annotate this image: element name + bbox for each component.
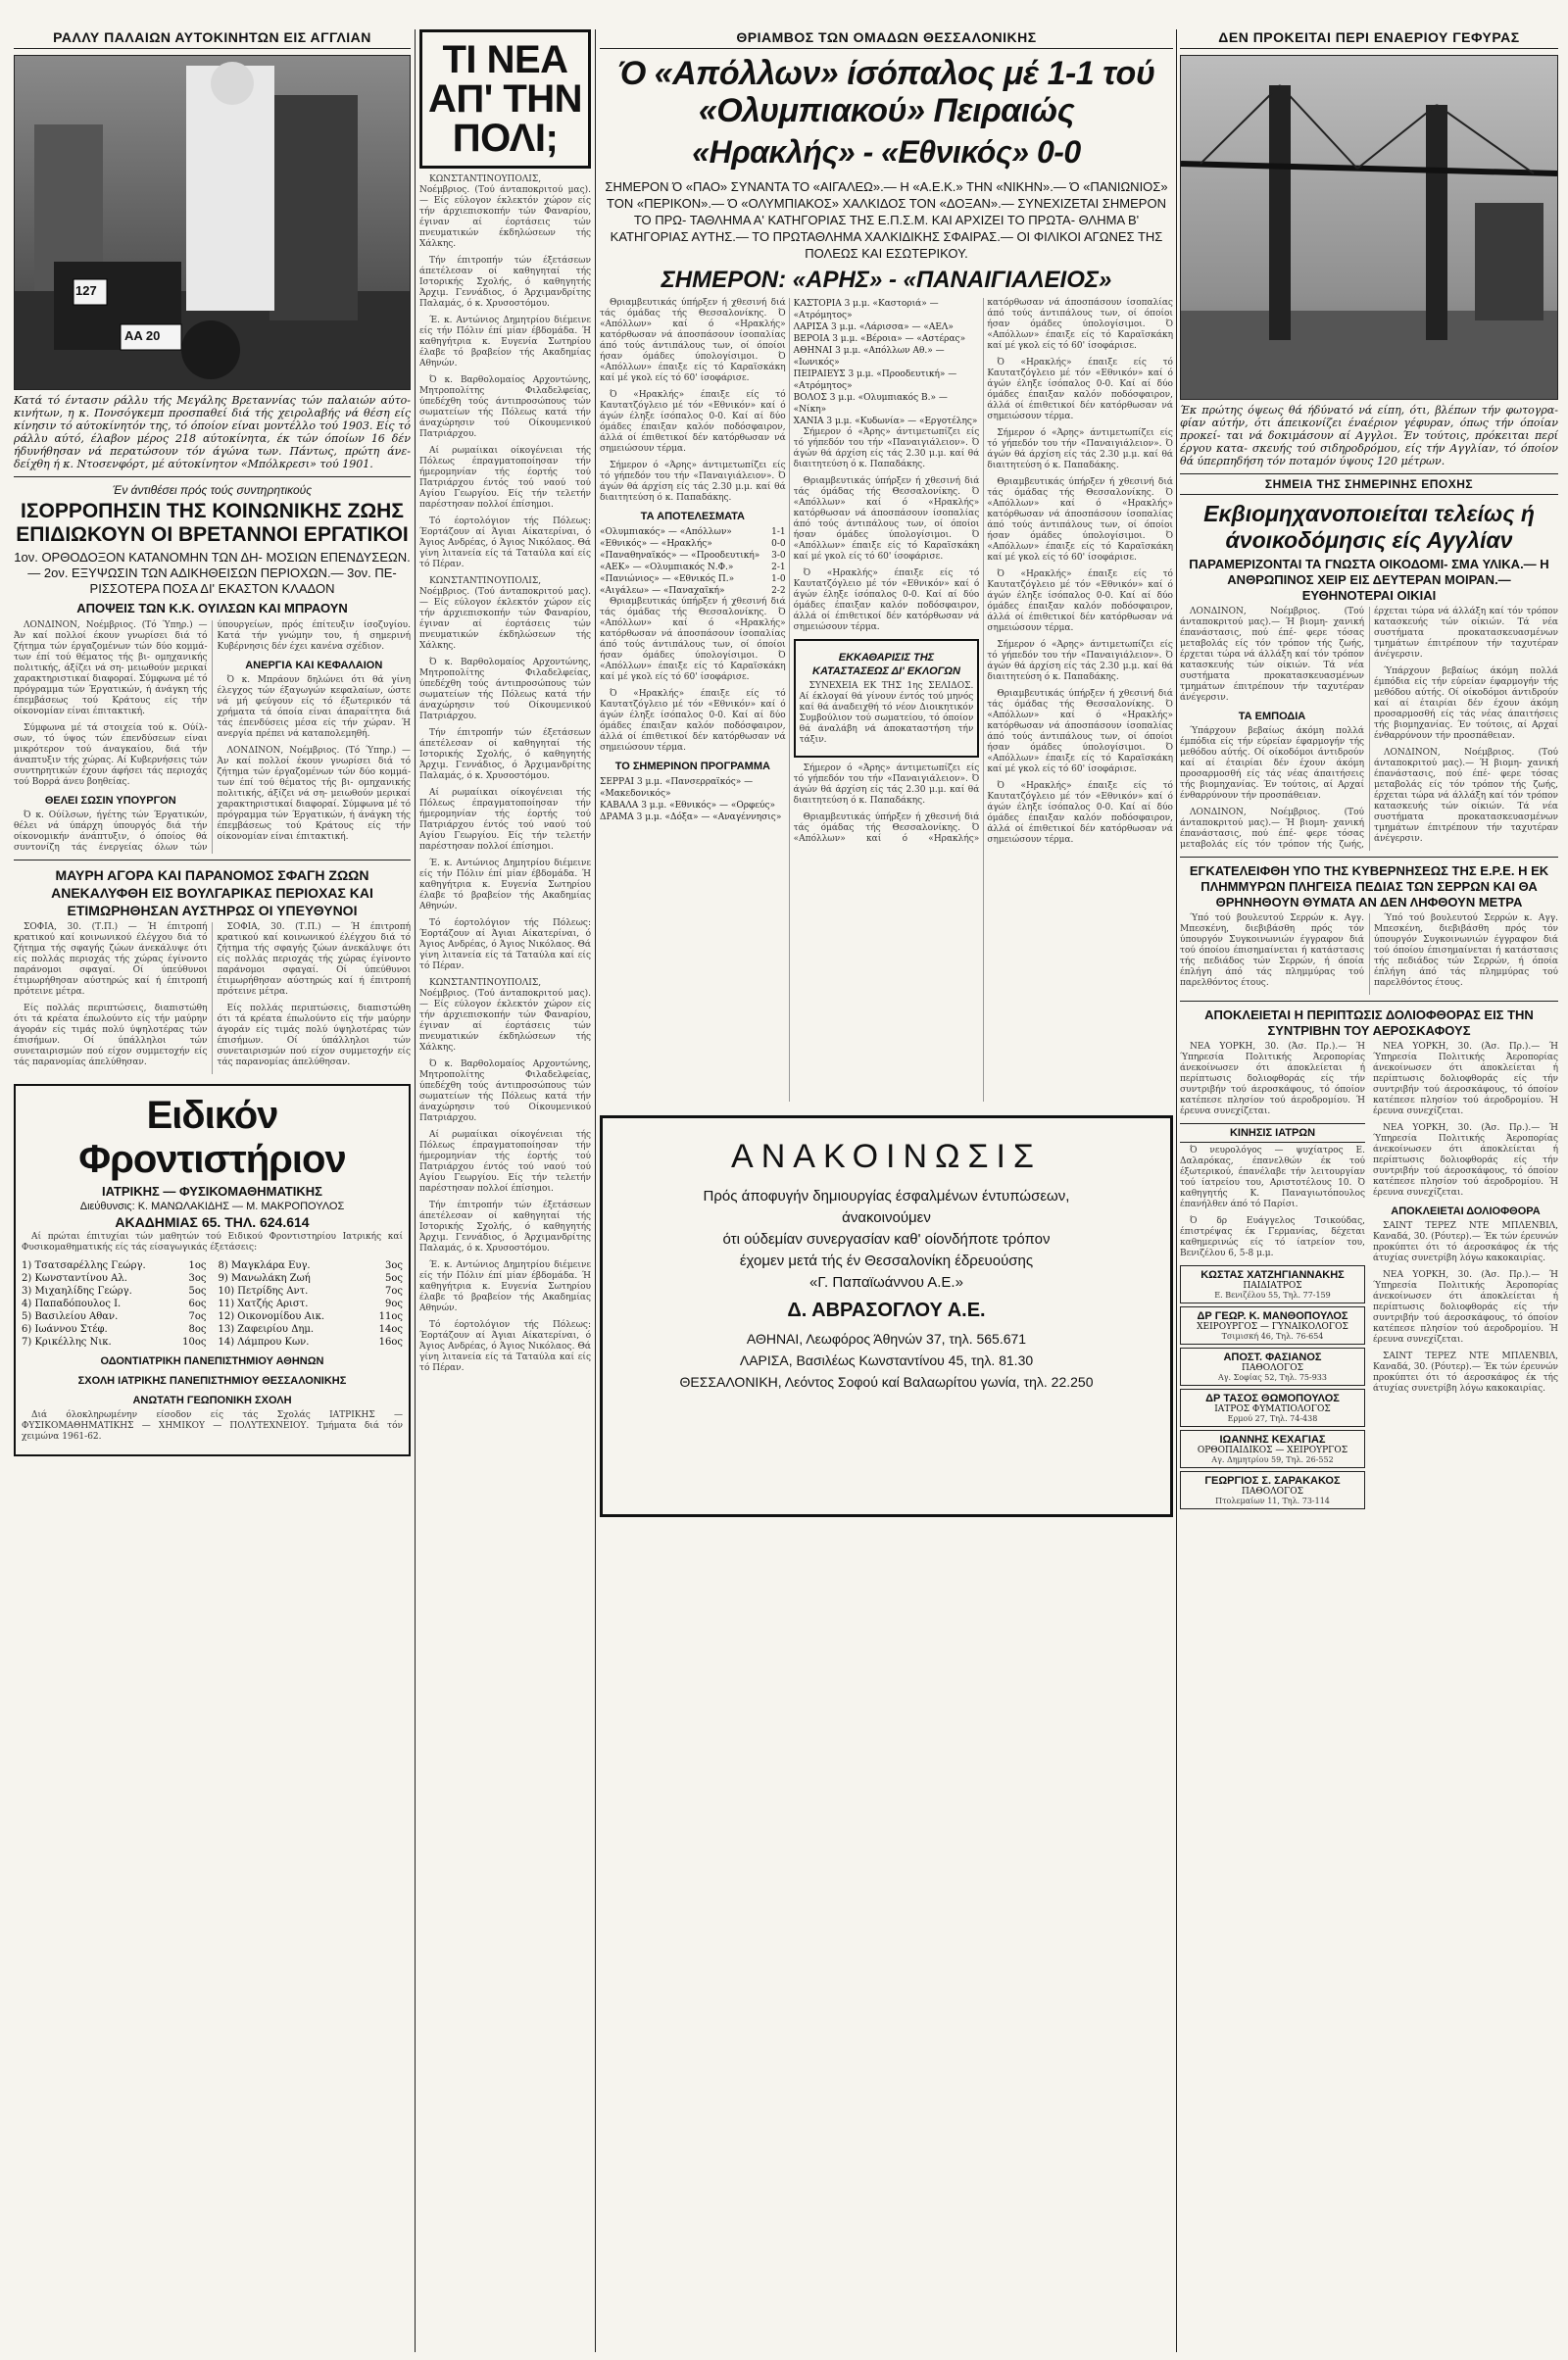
- news-column: [1373, 1042, 1558, 1512]
- result-score: 1-1: [771, 527, 786, 537]
- student-rank: 9ος: [385, 1299, 403, 1309]
- doctor-address: Αγ. Δημητρίου 59, Τηλ. 26-552: [1211, 1455, 1334, 1464]
- paragraph: ΛΟΝΔΙΝΟΝ, Νοέμβριος. (Τό Ύπηρ.) — Άν καί πολλοί έκουν γνωρίσει διά τό ζήτημα τών έργαζομένων τών δύο κομμά- των έπί τού θέματος τής βι- ομηχανικής πολιτικής, άξίζει νά ση- μειωθούν μερικαί χαρακτηριστικαί διαφοραί. Σύμφωνα μέ τό πρόγραμμα τών Έργατικών, ή άνάγκη τής έπεμβάσεως τού Κράτους είς τήν οίκονομίαν είναι έπιτακτική.: [14, 620, 208, 716]
- paragraph: Θριαμβευτικάς ύπήρξεν ή χθεσινή διά τάς όμάδας τής Θεσσαλονίκης. Ό «Απόλλων» καί ό «Ηρακλής» κατόρθωσαν νά άποσπάσουν ίσοπαλίας άπό τούς άντιπάλους των, οί όποίοι ήσαν όμάδες ύπολογίσιμοι. Ό «Απόλλων» έπαιξε είς τό Καραϊσκάκη καί μέ γκολ είς τό 60' ίσοφάρισε.: [793, 298, 1173, 844]
- ad-line: ότι ούδεμίαν συνεργασίαν καθ' οίονδήποτε τρόπον: [722, 1231, 1051, 1248]
- paragraph: Έ. κ. Αντώνιος Δημητρίου διέμεινε είς τήν Πόλιν έπί μίαν έβδομάδα. Ή καθηγήτρια κ. Ευγενία Σωτηρίου έλαβε τό βραβείον τής Ακαδημίας Αθηνών.: [419, 1260, 591, 1313]
- ad-line: άνακοινούμεν: [842, 1209, 931, 1226]
- column-1: [14, 29, 411, 1462]
- paragraph: Ό δρ Ευάγγελος Τσικούδας, έπιστρέψας έκ Γερμανίας, δέχεται καθημερινώς είς τό ίατρείον του, Βενιζέλου 6, 5-8 μ.μ.: [1180, 1216, 1365, 1258]
- headline: ΕΓΚΑΤΕΛΕΙΦΘΗ ΥΠΟ ΤΗΣ ΚΥΒΕΡΝΗΣΕΩΣ ΤΗΣ Ε.Ρ.Ε. Η ΕΚ ΠΛΗΜΜΥΡΩΝ ΠΛΗΓΕΙΣΑ ΠΕΔΙΑΣ ΤΩΝ ΣΕΡΡΩΝ ΚΑΙ ΘΑ ΘΡΗΝΗΘΟΥΝ ΘΥΜΑΤΑ ΑΝ ΔΕΝ ΛΗΦΘΟΥΝ ΜΕΤΡΑ: [1189, 863, 1549, 910]
- program-item: ΔΡΑΜΑ 3 μ.μ. «Δόξα» — «Αναγέννησις»: [600, 812, 782, 822]
- ad-footer: Διά όλοκληρωμένην είσοδον είς τάς Σχολάς ΙΑΤΡΙΚΗΣ — ΦΥΣΙΚΟΜΑΘΗΜΑΤΙΚΗΣ — ΧΗΜΙΚΟΥ — ΠΟΛΥΤΕΧΝΕΙΟΥ. Τμήματα διά τόν χειμώνα 1961-62.: [22, 1410, 403, 1442]
- column-title: ΤΙ ΝΕΑ ΑΠ' ΤΗΝ ΠΟΛΙ;: [427, 38, 583, 160]
- paragraph: Σήμερον ό «Άρης» άντιμετωπίζει είς τό γήπεδόν του τήν «Παναιγιάλειον». Ό άγών θά άρχίση είς τάς 2.30 μ.μ. καί θά διαιτητεύση ό κ. Παπαδάκης.: [600, 461, 786, 503]
- doctor-name: ΔΡ ΓΕΩΡ. Κ. ΜΑΝΘΟΠΟΥΛΟΣ: [1197, 1310, 1348, 1322]
- student-rank: 5ος: [188, 1286, 207, 1297]
- paragraph: ΝΕΑ ΥΟΡΚΗ, 30. (Άσ. Πρ.).— Ή Ύπηρεσία Πολιτικής Άεροπορίας άνεκοίνωσεν ότι άποκλείεται ή περίπτωσις δολιοφθοράς είς τήν συντριβήν τού άεροσκάφους, τό όποίον κατέπεσε πλησίον τού άεροδρομίου. Ή έρευνα συνεχίζεται.: [1180, 1042, 1365, 1116]
- ad-address: ΑΘΗΝΑΙ, Λεωφόρος Άθηνών 37, τηλ. 565.671: [746, 1331, 1027, 1347]
- ad-school: ΑΝΩΤΑΤΗ ΓΕΩΠΟΝΙΚΗ ΣΧΟΛΗ: [132, 1395, 292, 1406]
- result-match: «Παναθηναϊκός» — «Προοδευτική»: [600, 551, 760, 561]
- doctor-specialty: ΙΑΤΡΟΣ ΦΥΜΑΤΙΟΛΟΓΟΣ: [1214, 1404, 1331, 1414]
- column-4: [1180, 29, 1558, 1512]
- paragraph: Σύμφωνα μέ τά στοιχεία τού κ. Ούίλ- σων, τό ύψος τών έπενδύσεων είναι μικρότερον τού άναγκαίου, διά τήν άναπτυξιν τής χώρας. Αί Κυβερνήσεις τών συντηρητικών έχουν άφήσει τάς περιοχάς τού Βορρά άνευ βοηθείας.: [14, 723, 208, 787]
- doctor-address: Αγ. Σοφίας 52, Τηλ. 75-933: [1218, 1373, 1327, 1382]
- ad-result-row: [219, 1336, 404, 1349]
- ad-line: «Γ. Παπαϊωάννου Α.Ε.»: [809, 1274, 963, 1291]
- doctor-specialty: ΟΡΘΟΠΑΙΔΙΚΟΣ — ΧΕΙΡΟΥΡΓΟΣ: [1197, 1446, 1348, 1455]
- doctor-card: [1180, 1471, 1365, 1509]
- section-heading: ΤΟ ΣΗΜΕΡΙΝΟΝ ΠΡΟΓΡΑΜΜΑ: [614, 761, 770, 772]
- paragraph: ΣΑΙΝΤ ΤΕΡΕΖ ΝΤΕ ΜΠΛΕΝΒΙΛ, Καναδά, 30. (Ρόυτερ).— Έκ τών έρευνών προκύπτει ότι τό άεροσκάφος έκ τής άτυχίας συνετρίβη λόγω κακοκαιρίας.: [1373, 1221, 1558, 1263]
- ad-result-row: [219, 1285, 404, 1298]
- paragraph: ΛΟΝΔΙΝΟΝ, Νοέμβριος. (Τού άνταποκριτού μας).— Ή βιομη- χανική έπανάστασις, πού έπέ- φερε τόσας μεταβολάς είς τόν τρόπον τής ζωής, έρχεται τώρα νά άλλάξη καί τόν τρόπον κατασκευής τών οίκιών. Τά νέα συστήματα προκατασκευασμένων τμημάτων έπιτρέπουν τήν ταχυτέραν άνέγερσιν.: [1180, 607, 1558, 850]
- article-body: [1180, 607, 1558, 851]
- paragraph: ΚΩΝΣΤΑΝΤΙΝΟΥΠΟΛΙΣ, Νοέμβριος. (Τού άνταποκριτού μας).— Είς εύλογον έκλεκτόν χώρον είς τήν άρχιεπισκοπήν τών Φαναρίου, έγιναν αί έορτάσεις τών πνευματικών έκδηλώσεων τής Χάλκης.: [419, 174, 591, 249]
- paragraph: Θριαμβευτικάς ύπήρξεν ή χθεσινή διά τάς όμάδας τής Θεσσαλονίκης. Ό «Απόλλων» καί ό «Ηρακλής» κατόρθωσαν νά άποσπάσουν ίσοπαλίας άπό τούς άντιπάλους των, οί όποίοι ήσαν όμάδες ύπολογίσιμοι. Ό «Απόλλων» έπαιξε είς τό Καραϊσκάκη καί μέ γκολ είς τό 60' ίσοφάρισε.: [600, 298, 786, 383]
- result-match: «Ολυμπιακός» — «Απόλλων»: [600, 527, 732, 537]
- student-rank: 8ος: [188, 1324, 207, 1335]
- ad-results-left: [22, 1259, 207, 1349]
- ad-result-row: [22, 1310, 207, 1323]
- ad-results: [22, 1259, 403, 1349]
- doctors-list: [1180, 1265, 1365, 1509]
- doctor-card: [1180, 1430, 1365, 1468]
- column-2: [419, 29, 591, 1380]
- paragraph: Ύπό τού βουλευτού Σερρών κ. Αγγ. Μπεσκένη, διεβιβάσθη πρός τόν ύπουργόν Συγκοινωνιών έγγραφον διά τού όποίου έπισημαίνεται ή κατάστασις τής πεδιάδος τών Σερρών, ή όποία έπλήγη άπό τάς πλημμύρας τού παρελθόντος έτους.: [1180, 913, 1364, 988]
- doctor-name: ΑΠΟΣΤ. ΦΑΣΙΑΝΟΣ: [1223, 1352, 1322, 1363]
- ad-result-row: [22, 1323, 207, 1336]
- sidebox: [794, 639, 980, 758]
- paragraph: ΣΥΝΕΧΕΙΑ ΕΚ ΤΗΣ 1ης ΣΕΛΙΔΟΣ. Αί έκλογαί θά γίνουν έντός τού μηνός καί θά άναδειχθή τό νέον Διοικητικόν Συμβούλιον τού σωματείου, τό όποίον θά άναλάβη νά άποκαταστήση τήν τάξιν.: [799, 681, 974, 745]
- paragraph: Είς πολλάς περιπτώσεις, διαπιστώθη ότι τά κρέατα έπωλούντο είς τήν μαύρην άγοράν είς τιμάς πολύ ύψηλοτέρας τών έπισήμων. Οί ύπάλληλοι τών συνεταιρισμών πού είχον συμμετοχήν είς τάς παρανομίας άπελύθησαν.: [14, 1004, 208, 1067]
- result-row: [600, 573, 786, 585]
- student-rank: 3ος: [385, 1260, 403, 1271]
- doctor-specialty: ΧΕΙΡΟΥΡΓΟΣ — ΓΥΝΑΙΚΟΛΟΓΟΣ: [1197, 1322, 1348, 1332]
- doctor-card: [1180, 1265, 1365, 1303]
- ad-school: ΣΧΟΛΗ ΙΑΤΡΙΚΗΣ ΠΑΝΕΠΙΣΤΗΜΙΟΥ ΘΕΣΣΑΛΟΝΙΚΗΣ: [77, 1375, 347, 1387]
- program-item: ΛΑΡΙΣΑ 3 μ.μ. «Λάρισσα» — «ΑΕΛ»: [793, 322, 954, 332]
- column-divider: [595, 29, 596, 2352]
- student-rank: 14ος: [378, 1324, 403, 1335]
- paragraph: Ό κ. Βαρθολομαίος Αρχοντώνης, Μητροπολίτης Φιλαδελφείας, ύπεδέχθη τούς άντιπροσώπους τών σωματείων τής Πόλεως κατά τήν άναχώρησιν τού Οίκουμενικού Πατριάρχου.: [419, 1059, 591, 1123]
- result-match: «Αιγάλεω» — «Παναχαϊκή»: [600, 586, 725, 596]
- paragraph: Θριαμβευτικάς ύπήρξεν ή χθεσινή διά τάς όμάδας τής Θεσσαλονίκης. Ό «Απόλλων» καί ό «Ηρακλής» κατόρθωσαν νά άποσπάσουν ίσοπαλίας άπό τούς άντιπάλους των, οί όποίοι ήσαν όμάδες ύπολογίσιμοι. Ό «Απόλλων» έπαιξε είς τό Καραϊσκάκη καί μέ γκολ είς τό 60' ίσοφάρισε.: [987, 689, 1173, 774]
- ad-line: έχομεν μετά τής έν Θεσσαλονίκη έδρευούσης: [739, 1253, 1034, 1269]
- student-rank: 6ος: [188, 1299, 207, 1309]
- doctor-specialty: ΠΑΘΟΛΟΓΟΣ: [1242, 1487, 1303, 1497]
- student-name: 6) Ιωάννου Στέφ.: [22, 1324, 108, 1335]
- ti-nea-box: [419, 29, 591, 169]
- ad-address: ΛΑΡΙΣΑ, Βασιλέως Κωνσταντίνου 45, τηλ. 81.30: [739, 1352, 1034, 1368]
- ad-result-row: [219, 1259, 404, 1272]
- article-body: [1180, 913, 1558, 995]
- paragraph: Ό κ. Ούίλσων, ήγέτης τών Έργατικών, θέλει νά ύπάρχη ύπουργός διά τήν οίκονομικήν άνάπτυξιν, ό όποίος θά συντονίζη τάς ένεργείας όλων τών ύπουργείων, πρός έπίτευξιν ίσοζυγίου. Κατά τήν γνώμην του, ή σημερινή Κυβέρνησις δέν έχει κανένα σχέδιον.: [14, 620, 411, 853]
- program-item: ΚΑΣΤΟΡΙΑ 3 μ.μ. «Καστοριά» — «Ατρόμητος»: [793, 299, 939, 320]
- article-kicker: ΣΗΜΕΙΑ ΤΗΣ ΣΗΜΕΡΙΝΗΣ ΕΠΟΧΗΣ: [1180, 473, 1558, 495]
- paragraph: Αί ρωμαίικαι οίκογένειαι τής Πόλεως έπραγματοποίησαν τήν ήμερομηνίαν τής έορτής τού Πατριάρχου έντός τού ναού τού Αγίου Γεωργίου. Είς τήν τελετήν παρέστησαν πολλοί έπίσημοι.: [419, 446, 591, 510]
- paragraph: ΛΟΝΔΙΝΟΝ, Νοέμβριος. (Τού άνταποκριτού μας).— Ή βιομη- χανική έπανάστασις, πού έπέ- φερε τόσας μεταβολάς είς τόν τρόπον τής ζωής, έρχεται τώρα νά άλλάξη καί τόν τρόπον κατασκευής τών οίκιών. Τά νέα συστήματα προκατασκευασμένων τμημάτων έπιτρέπουν τήν ταχυτέραν άνέγερσιν.: [1374, 748, 1558, 844]
- ad-result-row: [219, 1310, 404, 1323]
- plate-number: 127: [75, 283, 97, 298]
- paragraph: ΝΕΑ ΥΟΡΚΗ, 30. (Άσ. Πρ.).— Ή Ύπηρεσία Πολιτικής Άεροπορίας άνεκοίνωσεν ότι άποκλείεται ή περίπτωσις δολιοφθοράς είς τήν συντριβήν τού άεροσκάφους, τό όποίον κατέπεσε πλησίον τού άεροδρομίου. Ή έρευνα συνεχίζεται.: [1373, 1270, 1558, 1345]
- section-heading: ΑΠΟΚΛΕΙΕΤΑΙ ΔΟΛΙΟΦΘΟΡΑ: [1391, 1205, 1541, 1217]
- student-name: 1) Τσατσαρέλλης Γεώργ.: [22, 1260, 146, 1271]
- section-heading: ΑΝΕΡΓΙΑ ΚΑΙ ΚΕΦΑΛΑΙΟΝ: [245, 660, 383, 671]
- program-item: ΑΘΗΝΑΙ 3 μ.μ. «Απόλλων Αθ.» — «Ιωνικός»: [793, 346, 945, 368]
- doctor-card: [1180, 1348, 1365, 1386]
- ad-title: Ειδικόν Φροντιστήριον: [78, 1094, 346, 1181]
- doctor-name: ΓΕΩΡΓΙΟΣ Σ. ΣΑΡΑΚΑΚΟΣ: [1204, 1475, 1341, 1487]
- doctor-name: ΔΡ ΤΑΣΟΣ ΘΩΜΟΠΟΥΛΟΣ: [1205, 1393, 1340, 1404]
- program-item: ΧΑΝΙΑ 3 μ.μ. «Κυδωνία» — «Εργοτέλης»: [793, 417, 978, 426]
- paragraph: Ό κ. Βαρθολομαίος Αρχοντώνης, Μητροπολίτης Φιλαδελφείας, ύπεδέχθη τούς άντιπροσώπους τών σωματείων τής Πόλεως κατά τήν άναχώρησιν τού Οίκουμενικού Πατριάρχου.: [419, 375, 591, 439]
- sports-article-body: [600, 298, 1173, 1102]
- paragraph: Θριαμβευτικάς ύπήρξεν ή χθεσινή διά τάς όμάδας τής Θεσσαλονίκης. Ό «Απόλλων» καί ό «Ηρακλής» κατόρθωσαν νά άποσπάσουν ίσοπαλίας άπό τούς άντιπάλους των, οί όποίοι ήσαν όμάδες ύπολογίσιμοι. Ό «Απόλλων» έπαιξε είς τό Καραϊσκάκη καί μέ γκολ είς τό 60' ίσοφάρισε.: [600, 597, 786, 682]
- ad-line: Πρός άποφυγήν δημιουργίας έσφαλμένων έντυπώσεων,: [703, 1188, 1070, 1205]
- student-name: 4) Παπαδόπουλος Ι.: [22, 1299, 122, 1309]
- paragraph: Έ. κ. Αντώνιος Δημητρίου διέμεινε είς τήν Πόλιν έπί μίαν έβδομάδα. Ή καθηγήτρια κ. Ευγενία Σωτηρίου έλαβε τό βραβείον τής Ακαδημίας Αθηνών.: [419, 316, 591, 369]
- photo-caption: Έκ πρώτης όψεως θά ήδύνατό νά είπη, ότι, βλέπων τήν φωτογρα- φίαν αύτήν, ότι άπεικονίζει έναέριον γέφυραν, όπως τήν όποίαν προκεί- ται νά δοκιμάσουν αί Αγγλοι. Έν τούτοις, πρόκειται περί έργου κατα- σκευής τού σιδηροδρόμου, είς τήν Αγγλίαν, τό όποίον θά ύπερπηδήση τόν ποταμόν ύψους 120 μέτρων.: [1180, 404, 1558, 467]
- ad-result-row: [219, 1323, 404, 1336]
- paragraph: Τήν έπιτροπήν τών έξετάσεων άπετέλεσαν οί καθηγηταί τής Ιστορικής Σχολής, ό καθηγητής Άρχιμ. Γεννάδιος, ό Άρχιμανδρίτης Παλαμάς, ό κ. Χρυσοστόμου.: [419, 1201, 591, 1254]
- headline: ΙΣΟΡΡΟΠΗΣΙΝ ΤΗΣ ΚΟΙΝΩΝΙΚΗΣ ΖΩΗΣ ΕΠΙΔΙΩΚΟΥΝ ΟΙ ΒΡΕΤΑΝΝΟΙ ΕΡΓΑΤΙΚΟΙ: [16, 500, 409, 546]
- result-score: 2-1: [771, 563, 786, 572]
- ad-directors: Διεύθυνσις: Κ. ΜΑΝΩΛΑΚΙΔΗΣ — Μ. ΜΑΚΡΟΠΟΥΛΟΣ: [79, 1201, 345, 1212]
- headline: ΑΠΟΚΛΕΙΕΤΑΙ Η ΠΕΡΙΠΤΩΣΙΣ ΔΟΛΙΟΦΘΟΡΑΣ ΕΙΣ ΤΗΝ ΣΥΝΤΡΙΒΗΝ ΤΟΥ ΑΕΡΟΣΚΑΦΟΥΣ: [1204, 1008, 1534, 1038]
- paragraph: Ό «Ηρακλής» έπαιξε είς τό Καυτατζόγλειο μέ τόν «Εθνικόν» καί ό άγών έληξε ίσόπαλος 0-0. Καί αί δύο όμάδες έπαιξαν καλόν ποδόσφαιρον, άλλά οί έπιθετικοί δέν κατόρθωσαν νά σημειώσουν τέρμα.: [600, 390, 786, 454]
- column-3: [600, 29, 1173, 1523]
- doctor-specialty: ΠΑΘΟΛΟΓΟΣ: [1242, 1363, 1303, 1373]
- ad-address: ΑΚΑΔΗΜΙΑΣ 65. ΤΗΛ. 624.614: [115, 1214, 310, 1230]
- frontistirio-ad: [14, 1084, 411, 1456]
- ad-results-right: [219, 1259, 404, 1349]
- divider: [1180, 1001, 1558, 1002]
- ad-result-row: [219, 1298, 404, 1310]
- program-item: ΣΕΡΡΑΙ 3 μ.μ. «Πανσερραϊκός» — «Μακεδονικός»: [600, 777, 754, 799]
- student-rank: 3ος: [188, 1273, 207, 1284]
- paragraph: Τό έορτολόγιον τής Πόλεως: Έορτάζουν αί Άγιαι Αίκατερίναι, ό Άγιος Ανδρέας, ό Άγιος Νικόλαος. Θά γίνη λιτανεία είς τά Ταταύλα καί είς τό Πέραν.: [419, 516, 591, 569]
- paragraph: Τό έορτολόγιον τής Πόλεως: Έορτάζουν αί Άγιαι Αίκατερίναι, ό Άγιος Ανδρέας, ό Άγιος Νικόλαος. Θά γίνη λιτανεία είς τά Ταταύλα καί είς τό Πέραν.: [419, 918, 591, 971]
- doctor-card: [1180, 1389, 1365, 1427]
- paragraph: Σήμερον ό «Άρης» άντιμετωπίζει είς τό γήπεδόν του τήν «Παναιγιάλειον». Ό άγών θά άρχίση είς τάς 2.30 μ.μ. καί θά διαιτητεύση ό κ. Παπαδάκης.: [793, 763, 980, 806]
- paragraph: Ό νευρολόγος — ψυχίατρος Ε. Δαλαρόκας, έπανελθών έκ τού έξωτερικού, έπανέλαβε τήν λειτουργίαν τού ίατρείου του, Αριστοτέλους 10. Ό καθηγητής Κ. Παναγιωτόπουλος έπανήλθεν άπό τό Παρίσι.: [1180, 1146, 1365, 1209]
- ad-result-row: [22, 1298, 207, 1310]
- student-name: 13) Ζαφειρίου Δημ.: [218, 1324, 315, 1335]
- paragraph: Ό κ. Βαρθολομαίος Αρχοντώνης, Μητροπολίτης Φιλαδελφείας, ύπεδέχθη τούς άντιπροσώπους τών σωματείων τής Πόλεως κατά τήν άναχώρησιν τού Οίκουμενικού Πατριάρχου.: [419, 658, 591, 721]
- headline: ΣΗΜΕΡΟΝ: «ΑΡΗΣ» - «ΠΑΝΑΙΓΙΑΛΕΙΟΣ»: [661, 267, 1112, 293]
- paragraph: Αί ρωμαίικαι οίκογένειαι τής Πόλεως έπραγματοποίησαν τήν ήμερομηνίαν τής έορτής τού Πατριάρχου έντός τού ναού τού Αγίου Γεωργίου. Είς τήν τελετήν παρέστησαν πολλοί έπίσημοι.: [419, 788, 591, 852]
- paragraph: Σήμερον ό «Άρης» άντιμετωπίζει είς τό γήπεδόν του τήν «Παναιγιάλειον». Ό άγών θά άρχίση είς τάς 2.30 μ.μ. καί θά διαιτητεύση ό κ. Παπαδάκης.: [793, 427, 980, 469]
- results-list: [600, 526, 786, 597]
- student-rank: 7ος: [385, 1286, 403, 1297]
- result-row: [600, 550, 786, 562]
- section-heading: ΘΕΛΕΙ ΣΩΣΙΝ ΥΠΟΥΡΓΟΝ: [44, 795, 176, 807]
- ad-company: Δ. ΑΒΡΑΣΟΓΛΟΥ Α.Ε.: [787, 1300, 986, 1321]
- lower-section: [1180, 1042, 1558, 1512]
- student-name: 14) Λάμπρου Κων.: [218, 1337, 310, 1348]
- doctor-name: ΚΩΣΤΑΣ ΧΑΤΖΗΓΙΑΝΝΑΚΗΣ: [1200, 1269, 1345, 1281]
- paragraph: ΝΕΑ ΥΟΡΚΗ, 30. (Άσ. Πρ.).— Ή Ύπηρεσία Πολιτικής Άεροπορίας άνεκοίνωσεν ότι άποκλείεται ή περίπτωσις δολιοφθοράς είς τήν συντριβήν τού άεροσκάφους, τό όποίον κατέπεσε πλησίον τού άεροδρομίου. Ή έρευνα συνεχίζεται.: [1373, 1042, 1558, 1116]
- paragraph: Αί ρωμαίικαι οίκογένειαι τής Πόλεως έπραγματοποίησαν τήν ήμερομηνίαν τής έορτής τού Πατριάρχου έντός τού ναού τού Αγίου Γεωργίου. Είς τήν τελετήν παρέστησαν πολλοί έπίσημοι.: [419, 1130, 591, 1194]
- student-rank: 16ος: [378, 1337, 403, 1348]
- doctor-address: Ε. Βενιζέλου 55, Τηλ. 77-159: [1214, 1291, 1331, 1300]
- program-item: ΠΕΙΡΑΙΕΥΣ 3 μ.μ. «Προοδευτική» — «Ατρόμητος»: [793, 369, 957, 391]
- result-match: «ΑΕΚ» — «Ολυμπιακός Ν.Φ.»: [600, 563, 734, 572]
- doctor-specialty: ΠΑΙΔΙΑΤΡΟΣ: [1243, 1281, 1302, 1291]
- student-rank: 7ος: [188, 1311, 207, 1322]
- doctor-address: Τσιμισκή 46, Τηλ. 76-654: [1221, 1332, 1324, 1341]
- paragraph: ΛΟΝΔΙΝΟΝ, Νοέμβριος. (Τό Ύπηρ.) — Άν καί πολλοί έκουν γνωρίσει διά τό ζήτημα τών έργαζομένων τών δύο κομμά- των έπί τού θέματος τής βι- ομηχανικής πολιτικής, άξίζει νά ση- μειωθούν μερικαί χαρακτηριστικαί διαφοραί. Σύμφωνα μέ τό πρόγραμμα τών Έργατικών, ή άνάγκη τής έπεμβάσεως τού Κράτους είς τήν οίκονομίαν είναι έπιτακτική.: [217, 746, 411, 842]
- paragraph: Έ. κ. Αντώνιος Δημητρίου διέμεινε είς τήν Πόλιν έπί μίαν έβδομάδα. Ή καθηγήτρια κ. Ευγενία Σωτηρίου έλαβε τό βραβείον τής Ακαδημίας Αθηνών.: [419, 859, 591, 911]
- paragraph: Τήν έπιτροπήν τών έξετάσεων άπετέλεσαν οί καθηγηταί τής Ιστορικής Σχολής, ό καθηγητής Άρχιμ. Γεννάδιος, ό Άρχιμανδρίτης Παλαμάς, ό κ. Χρυσοστόμου.: [419, 728, 591, 781]
- student-rank: 5ος: [385, 1273, 403, 1284]
- paragraph: Είς πολλάς περιπτώσεις, διαπιστώθη ότι τά κρέατα έπωλούντο είς τήν μαύρην άγοράν είς τιμάς πολύ ύψηλοτέρας τών έπισήμων. Οί ύπάλληλοι τών συνεταιρισμών πού είχον συμμετοχήν είς τάς παρανομίας άπελύθησαν.: [217, 1004, 411, 1067]
- subheadline: ΠΑΡΑΜΕΡΙΖΟΝΤΑΙ ΤΑ ΓΝΩΣΤΑ ΟΙΚΟΔΟΜΙ- ΣΜΑ ΥΛΙΚΑ.— Η ΑΝΘΡΩΠΙΝΟΣ ΧΕΙΡ ΕΙΣ ΔΕΥΤΕΡΑΝ ΜΟΙΡΑΝ.— ΕΥΘΗΝΟΤΕΡΑΙ ΟΙΚΙΑΙ: [1189, 557, 1549, 603]
- section-heading: ΚΙΝΗΣΙΣ ΙΑΤΡΩΝ: [1180, 1123, 1365, 1143]
- rally-photo: [14, 55, 411, 390]
- paragraph: Ό κ. Μπράουν δηλώνει ότι θά γίνη έλεγχος τών έξαγωγών κεφαλαίων, ώστε νά μή φεύγουν είς τό έξωτερικόν τά χρήματα τά όποία είναι άπαραίτητα διά τάς έπενδύσεις μέσα είς τήν χώραν. Ή ανεργία πρέπει νά καταπολεμηθή.: [217, 675, 411, 739]
- student-name: 12) Οικονομίδου Αικ.: [218, 1311, 325, 1322]
- paragraph: Ύπό τού βουλευτού Σερρών κ. Αγγ. Μπεσκένη, διεβιβάσθη πρός τόν ύπουργόν Συγκοινωνιών έγγραφον διά τού όποίου έπισημαίνεται ή κατάστασις τής πεδιάδος τών Σερρών, ή όποία έπλήγη άπό τάς πλημμύρας τού παρελθόντος έτους.: [1374, 913, 1558, 988]
- result-score: 3-0: [771, 551, 786, 561]
- anakoinosis-ad: [600, 1115, 1173, 1517]
- student-name: 9) Μανωλάκη Ζωή: [218, 1273, 311, 1284]
- student-name: 3) Μιχαηλίδης Γεώργ.: [22, 1286, 132, 1297]
- paragraph: Ύπάρχουν βεβαίως άκόμη πολλά έμπόδια είς τήν εύρείαν έφαρμογήν τής μεθόδου αύτής. Οί οίκοδόμοι άντιδρούν καί αί έταιρίαι δέν έχουν άκόμη προσαρμοσθή είς τάς νέας άπαιτήσεις τής βιομηχανίας. Έν τούτοις, αί Αρχαί ένθαρρύνουν τήν προσπάθειαν.: [1180, 726, 1364, 801]
- headline: ΜΑΥΡΗ ΑΓΟΡΑ ΚΑΙ ΠΑΡΑΝΟΜΟΣ ΣΦΑΓΗ ΖΩΩΝ ΑΝΕΚΑΛΥΦΘΗ ΕΙΣ ΒΟΥΛΓΑΡΙΚΑΣ ΠΕΡΙΟΧΑΣ ΚΑΙ ΕΤΙΜΩΡΗΘΗΣΑΝ ΑΥΣΤΗΡΩΣ ΟΙ ΥΠΕΥΘΥΝΟΙ: [51, 867, 373, 918]
- ad-school: ΟΔΟΝΤΙΑΤΡΙΚΗ ΠΑΝΕΠΙΣΤΗΜΙΟΥ ΑΘΗΝΩΝ: [100, 1355, 324, 1367]
- program-item: ΒΕΡΟΙΑ 3 μ.μ. «Βέροια» — «Αστέρας»: [793, 334, 966, 344]
- paragraph: Ύπάρχουν βεβαίως άκόμη πολλά έμπόδια είς τήν εύρείαν έφαρμογήν τής μεθόδου αύτής. Οί οίκοδόμοι άντιδρούν καί αί έταιρίαι δέν έχουν άκόμη προσαρμοσθή είς τάς νέας άπαιτήσεις τής βιομηχανίας. Έν τούτοις, αί Αρχαί ένθαρρύνουν τήν προσπάθειαν.: [1374, 666, 1558, 741]
- paragraph: ΚΩΝΣΤΑΝΤΙΝΟΥΠΟΛΙΣ, Νοέμβριος. (Τού άνταποκριτού μας).— Είς εύλογον έκλεκτόν χώρον είς τήν άρχιεπισκοπήν τών Φαναρίου, έγιναν αί έορτάσεις τών πνευματικών έκδηλώσεων τής Χάλκης.: [419, 576, 591, 651]
- sidebox-title: ΕΚΚΑΘΑΡΙΣΙΣ ΤΗΣ ΚΑΤΑΣΤΑΣΕΩΣ ΔΙ' ΕΚΛΟΓΩΝ: [812, 652, 960, 677]
- paragraph: Σήμερον ό «Άρης» άντιμετωπίζει είς τό γήπεδόν του τήν «Παναιγιάλειον». Ό άγών θά άρχίση είς τάς 2.30 μ.μ. καί θά διαιτητεύση ό κ. Παπαδάκης.: [987, 428, 1173, 470]
- paragraph: Ό «Ηρακλής» έπαιξε είς τό Καυτατζόγλειο μέ τόν «Εθνικόν» καί ό άγών έληξε ίσόπαλος 0-0. Καί αί δύο όμάδες έπαιξαν καλόν ποδόσφαιρον, άλλά οί έπιθετικοί δέν κατόρθωσαν νά σημειώσουν τέρμα.: [987, 781, 1173, 845]
- doctor-card: [1180, 1306, 1365, 1345]
- paragraph: Ό «Ηρακλής» έπαιξε είς τό Καυτατζόγλειο μέ τόν «Εθνικόν» καί ό άγών έληξε ίσόπαλος 0-0. Καί αί δύο όμάδες έπαιξαν καλόν ποδόσφαιρον, άλλά οί έπιθετικοί δέν κατόρθωσαν νά σημειώσουν τέρμα.: [600, 689, 786, 753]
- result-row: [600, 562, 786, 573]
- divider: [1180, 857, 1558, 858]
- headline: Εκβιομηχανοποιείται τελείως ή άνοικοδόμησις είς Αγγλίαν: [1203, 501, 1535, 553]
- student-rank: 1ος: [188, 1260, 207, 1271]
- result-score: 0-0: [771, 539, 786, 549]
- paragraph: ΣΟΦΙΑ, 30. (Τ.Π.) — Ή έπιτροπή κρατικού καί κοινωνικού έλέγχου διά τό ζήτημα τής σφαγής ζώων άνεκάλυψε ότι είς πολλάς περιοχάς τής χώρας έγίνοντο παράνομοι σφαγαί. Οί ύπεύθυνοι έτιμωρήθησαν αύστηρώς καί ή έπιτροπή πρότεινε μέτρα.: [217, 922, 411, 997]
- student-name: 2) Κωνσταντίνου Αλ.: [22, 1273, 127, 1284]
- doctor-address: Πτολεμαίων 11, Τηλ. 73-114: [1215, 1497, 1330, 1505]
- student-name: 11) Χατζής Αριστ.: [218, 1299, 309, 1309]
- student-rank: 11ος: [378, 1311, 403, 1322]
- paragraph: Τήν έπιτροπήν τών έξετάσεων άπετέλεσαν οί καθηγηταί τής Ιστορικής Σχολής, ό καθηγητής Άρχιμ. Γεννάδιος, ό Άρχιμανδρίτης Παλαμάς, ό κ. Χρυσοστόμου.: [419, 256, 591, 309]
- photo-caption: Κατά τό έντασιν ράλλυ τής Μεγάλης Βρεταννίας τών παλαιών αύτο- κινήτων, η κ. Πονσόγκεμπ προσπαθεί διά τής χειρολαβής νά θέση είς κίνησιν τό αύτοκίνητόν της, τό όποίον είναι μοντέλλο τού 1903. Είς τό ράλλυ αύτό, έλαβον μέρος 218 αύτοκίνητα, έκ τών όποίων 16 δέν ήδυνήθησαν νά περατώσουν τόν άγώνα των. Πάντως, πρώτη άνε- δείχθη ή κ. Ντοσενφόρτ, μέ αύτοκίνητον «Μπόλκρεσι» τού 1901.: [14, 394, 411, 470]
- paragraph: ΣΟΦΙΑ, 30. (Τ.Π.) — Ή έπιτροπή κρατικού καί κοινωνικού έλέγχου διά τό ζήτημα τής σφαγής ζώων άνεκάλυψε ότι είς πολλάς περιοχάς τής χώρας έγίνοντο παράνομοι σφαγαί. Οί ύπεύθυνοι έτιμωρήθησαν αύστηρώς καί ή έπιτροπή πρότεινε μέτρα.: [14, 922, 208, 997]
- ad-result-row: [22, 1336, 207, 1349]
- article-body: [14, 922, 411, 1074]
- student-rank: 10ος: [182, 1337, 207, 1348]
- rally-photo-illustration: [15, 56, 410, 389]
- paragraph: Ό «Ηρακλής» έπαιξε είς τό Καυτατζόγλειο μέ τόν «Εθνικόν» καί ό άγών έληξε ίσόπαλος 0-0. Καί αί δύο όμάδες έπαιξαν καλόν ποδόσφαιρον, άλλά οί έπιθετικοί δέν κατόρθωσαν νά σημειώσουν τέρμα.: [987, 358, 1173, 421]
- article-kicker: ΘΡΙΑΜΒΟΣ ΤΩΝ ΟΜΑΔΩΝ ΘΕΣΣΑΛΟΝΙΚΗΣ: [600, 29, 1173, 49]
- paragraph: Τό έορτολόγιον τής Πόλεως: Έορτάζουν αί Άγιαι Αίκατερίναι, ό Άγιος Ανδρέας, ό Άγιος Νικόλαος. Θά γίνη λιτανεία είς τά Ταταύλα καί είς τό Πέραν.: [419, 1320, 591, 1373]
- paragraph: ΚΩΝΣΤΑΝΤΙΝΟΥΠΟΛΙΣ, Νοέμβριος. (Τού άνταποκριτού μας).— Είς εύλογον έκλεκτόν χώρον είς τήν άρχιεπισκοπήν τών Φαναρίου, έγιναν αί έορτάσεις τών πνευματικών έκδηλώσεων τής Χάλκης.: [419, 978, 591, 1053]
- column-divider: [415, 29, 416, 2352]
- subheadline: 1ον. ΟΡΘΟΔΟΞΟΝ ΚΑΤΑΝΟΜΗΝ ΤΩΝ ΔΗ- ΜΟΣΙΩΝ ΕΠΕΝΔΥΣΕΩΝ.— 2ον. ΕΞΥΨΩΣΙΝ ΤΩΝ ΑΔΙΚΗΘΕΙΣΩΝ ΠΕΡΙΟΧΩΝ.— 3ον. ΠΕ- ΡΙΣΣΟΤΕΡΑ ΠΟΣΑ ΔΙ' ΕΚΑΣΤΟΝ ΚΛΑΔΟΝ: [14, 550, 411, 596]
- article-kicker: ΔΕΝ ΠΡΟΚΕΙΤΑΙ ΠΕΡΙ ΕΝΑΕΡΙΟΥ ΓΕΦΥΡΑΣ: [1180, 29, 1558, 49]
- ad-result-row: [22, 1259, 207, 1272]
- article-kicker: ΡΑΛΛΥ ΠΑΛΑΙΩΝ ΑΥΤΟΚΙΝΗΤΩΝ ΕΙΣ ΑΓΓΛΙΑΝ: [14, 29, 411, 49]
- doctor-address: Ερμού 27, Τηλ. 74-438: [1227, 1414, 1318, 1423]
- result-score: 1-0: [771, 574, 786, 584]
- doctor-name: ΙΩΑΝΝΗΣ ΚΕΧΑΓΙΑΣ: [1219, 1434, 1326, 1446]
- ad-title: ΑΝΑΚΟΙΝΩΣΙΣ: [731, 1138, 1042, 1175]
- result-row: [600, 585, 786, 597]
- student-name: 5) Βασιλείου Αθαν.: [22, 1311, 119, 1322]
- result-row: [600, 526, 786, 538]
- student-name: 10) Πετρίδης Αντ.: [218, 1286, 309, 1297]
- paragraph: ΝΕΑ ΥΟΡΚΗ, 30. (Άσ. Πρ.).— Ή Ύπηρεσία Πολιτικής Άεροπορίας άνεκοίνωσεν ότι άποκλείεται ή περίπτωσις δολιοφθοράς είς τήν συντριβήν τού άεροσκάφους, τό όποίον κατέπεσε πλησίον τού άεροδρομίου. Ή έρευνα συνεχίζεται.: [1373, 1123, 1558, 1198]
- paragraph: Θριαμβευτικάς ύπήρξεν ή χθεσινή διά τάς όμάδας τής Θεσσαλονίκης. Ό «Απόλλων» καί ό «Ηρακλής» κατόρθωσαν νά άποσπάσουν ίσοπαλίας άπό τούς άντιπάλους των, οί όποίοι ήσαν όμάδες ύπολογίσιμοι. Ό «Απόλλων» έπαιξε είς τό Καραϊσκάκη καί μέ γκολ είς τό 60' ίσοφάρισε.: [793, 476, 980, 562]
- subheadline: ΑΠΟΨΕΙΣ ΤΩΝ Κ.Κ. ΟΥΙΛΣΩΝ ΚΑΙ ΜΠΡΑΟΥΝ: [76, 601, 348, 615]
- ad-intro: Αί πρώται έπιτυχίαι τών μαθητών τού Ειδικού Φροντιστηρίου Ιατρικής καί Φυσικομαθηματικής είς τάς είσαγωγικάς έξετάσεις:: [22, 1232, 403, 1253]
- bridge-photo: [1180, 55, 1558, 400]
- paragraph: ΛΟΝΔΙΝΟΝ, Νοέμβριος. (Τού άνταποκριτού μας).— Ή βιομη- χανική έπανάστασις, πού έπέ- φερε τόσας μεταβολάς είς τόν τρόπον τής ζωής, έρχεται τώρα νά άλλάξη καί τόν τρόπον κατασκευής τών οίκιών. Τά νέα συστήματα προκατασκευασμένων τμημάτων έπιτρέπουν τήν ταχυτέραν άνέγερσιν.: [1180, 607, 1364, 703]
- result-score: 2-2: [771, 586, 786, 596]
- ad-subtitle: ΙΑΤΡΙΚΗΣ — ΦΥΣΙΚΟΜΑΘΗΜΑΤΙΚΗΣ: [102, 1184, 322, 1199]
- program-item: ΚΑΒΑΛΑ 3 μ.μ. «Εθνικός» — «Ορφεύς»: [600, 801, 776, 811]
- ad-address: ΘΕΣΣΑΛΟΝΙΚΗ, Λεόντος Σοφού καί Βαλαωρίτου γωνία, τηλ. 22.250: [679, 1374, 1094, 1390]
- ad-result-row: [22, 1272, 207, 1285]
- headline: «Ηρακλής» - «Εθνικός» 0-0: [692, 134, 1081, 170]
- ad-result-row: [219, 1272, 404, 1285]
- doctors-column: [1180, 1042, 1365, 1512]
- paragraph: Σήμερον ό «Άρης» άντιμετωπίζει είς τό γήπεδόν του τήν «Παναιγιάλειον». Ό άγών θά άρχίση είς τάς 2.30 μ.μ. καί θά διαιτητεύση ό κ. Παπαδάκης.: [987, 640, 1173, 682]
- article-kicker: Έν άντιθέσει πρός τούς συντηρητικούς: [112, 483, 313, 497]
- student-name: 7) Κρικέλλης Νικ.: [22, 1337, 112, 1348]
- student-name: 8) Μαγκλάρα Ευγ.: [218, 1260, 311, 1271]
- paragraph: ΣΑΙΝΤ ΤΕΡΕΖ ΝΤΕ ΜΠΛΕΝΒΙΛ, Καναδά, 30. (Ρόυτερ).— Έκ τών έρευνών προκύπτει ότι τό άεροσκάφος έκ τής άτυχίας συνετρίβη λόγω κακοκαιρίας.: [1373, 1352, 1558, 1394]
- paragraph: Θριαμβευτικάς ύπήρξεν ή χθεσινή διά τάς όμάδας τής Θεσσαλονίκης. Ό «Απόλλων» καί ό «Ηρακλής» κατόρθωσαν νά άποσπάσουν ίσοπαλίας άπό τούς άντιπάλους των, οί όποίοι ήσαν όμάδες ύπολογίσιμοι. Ό «Απόλλων» έπαιξε είς τό Καραϊσκάκη καί μέ γκολ είς τό 60' ίσοφάρισε.: [987, 477, 1173, 563]
- bridge-photo-illustration: [1181, 56, 1557, 399]
- paragraph: Ό «Ηρακλής» έπαιξε είς τό Καυτατζόγλειο μέ τόν «Εθνικόν» καί ό άγών έληξε ίσόπαλος 0-0. Καί αί δύο όμάδες έπαιξαν καλόν ποδόσφαιρον, άλλά οί έπιθετικοί δέν κατόρθωσαν νά σημειώσουν τέρμα.: [987, 569, 1173, 633]
- ad-result-row: [22, 1285, 207, 1298]
- paragraph: Ό «Ηρακλής» έπαιξε είς τό Καυτατζόγλειο μέ τόν «Εθνικόν» καί ό άγών έληξε ίσόπαλος 0-0. Καί αί δύο όμάδες έπαιξαν καλόν ποδόσφαιρον, άλλά οί έπιθετικοί δέν κατόρθωσαν νά σημειώσουν τέρμα.: [793, 568, 980, 632]
- divider: [14, 476, 411, 477]
- article-body: [14, 620, 411, 854]
- result-row: [600, 538, 786, 550]
- result-match: «Πανιώνιος» — «Εθνικός Π.»: [600, 574, 735, 584]
- section-heading: ΤΑ ΑΠΟΤΕΛΕΣΜΑΤΑ: [640, 511, 745, 522]
- section-heading: ΤΑ ΕΜΠΟΔΙΑ: [1238, 711, 1306, 722]
- result-match: «Εθνικός» — «Ηρακλής»: [600, 539, 712, 549]
- headline: Ό «Απόλλων» ίσόπαλος μέ 1-1 τού «Ολυμπιακού» Πειραιώς: [617, 55, 1155, 129]
- plate-number: AA 20: [124, 328, 161, 343]
- deck: ΣΗΜΕΡΟΝ Ό «ΠΑΟ» ΣΥΝΑΝΤΑ ΤΟ «ΑΙΓΑΛΕΩ».— Η «Α.Ε.Κ.» ΤΗΝ «ΝΙΚΗΝ».— Ό «ΠΑΝΙΩΝΙΟΣ» ΤΟΝ «ΠΕΡΙΚΟΝ».— Ό «ΟΛΥΜΠΙΑΚΟΣ» ΧΑΛΚΙΔΟΣ ΤΟΝ «ΔΟΞΑΝ».— ΣΥΝΕΧΙΖΕΤΑΙ ΣΗΜΕΡΟΝ ΤΟ ΠΡΩ- ΤΑΘΛΗΜΑ Α' ΚΑΤΗΓΟΡΙΑΣ ΤΗΣ Ε.Π.Σ.Μ. ΚΑΙ ΑΡΧΙΖΕΙ ΤΟ ΠΡΩΤΑ- ΘΛΗΜΑ Β' ΚΑΤΗΓΟΡΙΑΣ ΑΥΤΗΣ.— ΤΟ ΠΡΩΤΑΘΛΗΜΑ ΧΑΛΚΙΔΙΚΗΣ ΣΦΑΙΡΑΣ.— ΟΙ ΦΙΛΙΚΟΙ ΑΓΩΝΕΣ ΤΗΣ ΠΟΛΕΩΣ ΚΑΙ ΕΣΩΤΕΡΙΚΟΥ.: [605, 179, 1168, 261]
- column-divider: [1176, 29, 1177, 2352]
- program-item: ΒΟΛΟΣ 3 μ.μ. «Ολυμπιακός Β.» — «Νίκη»: [793, 393, 948, 415]
